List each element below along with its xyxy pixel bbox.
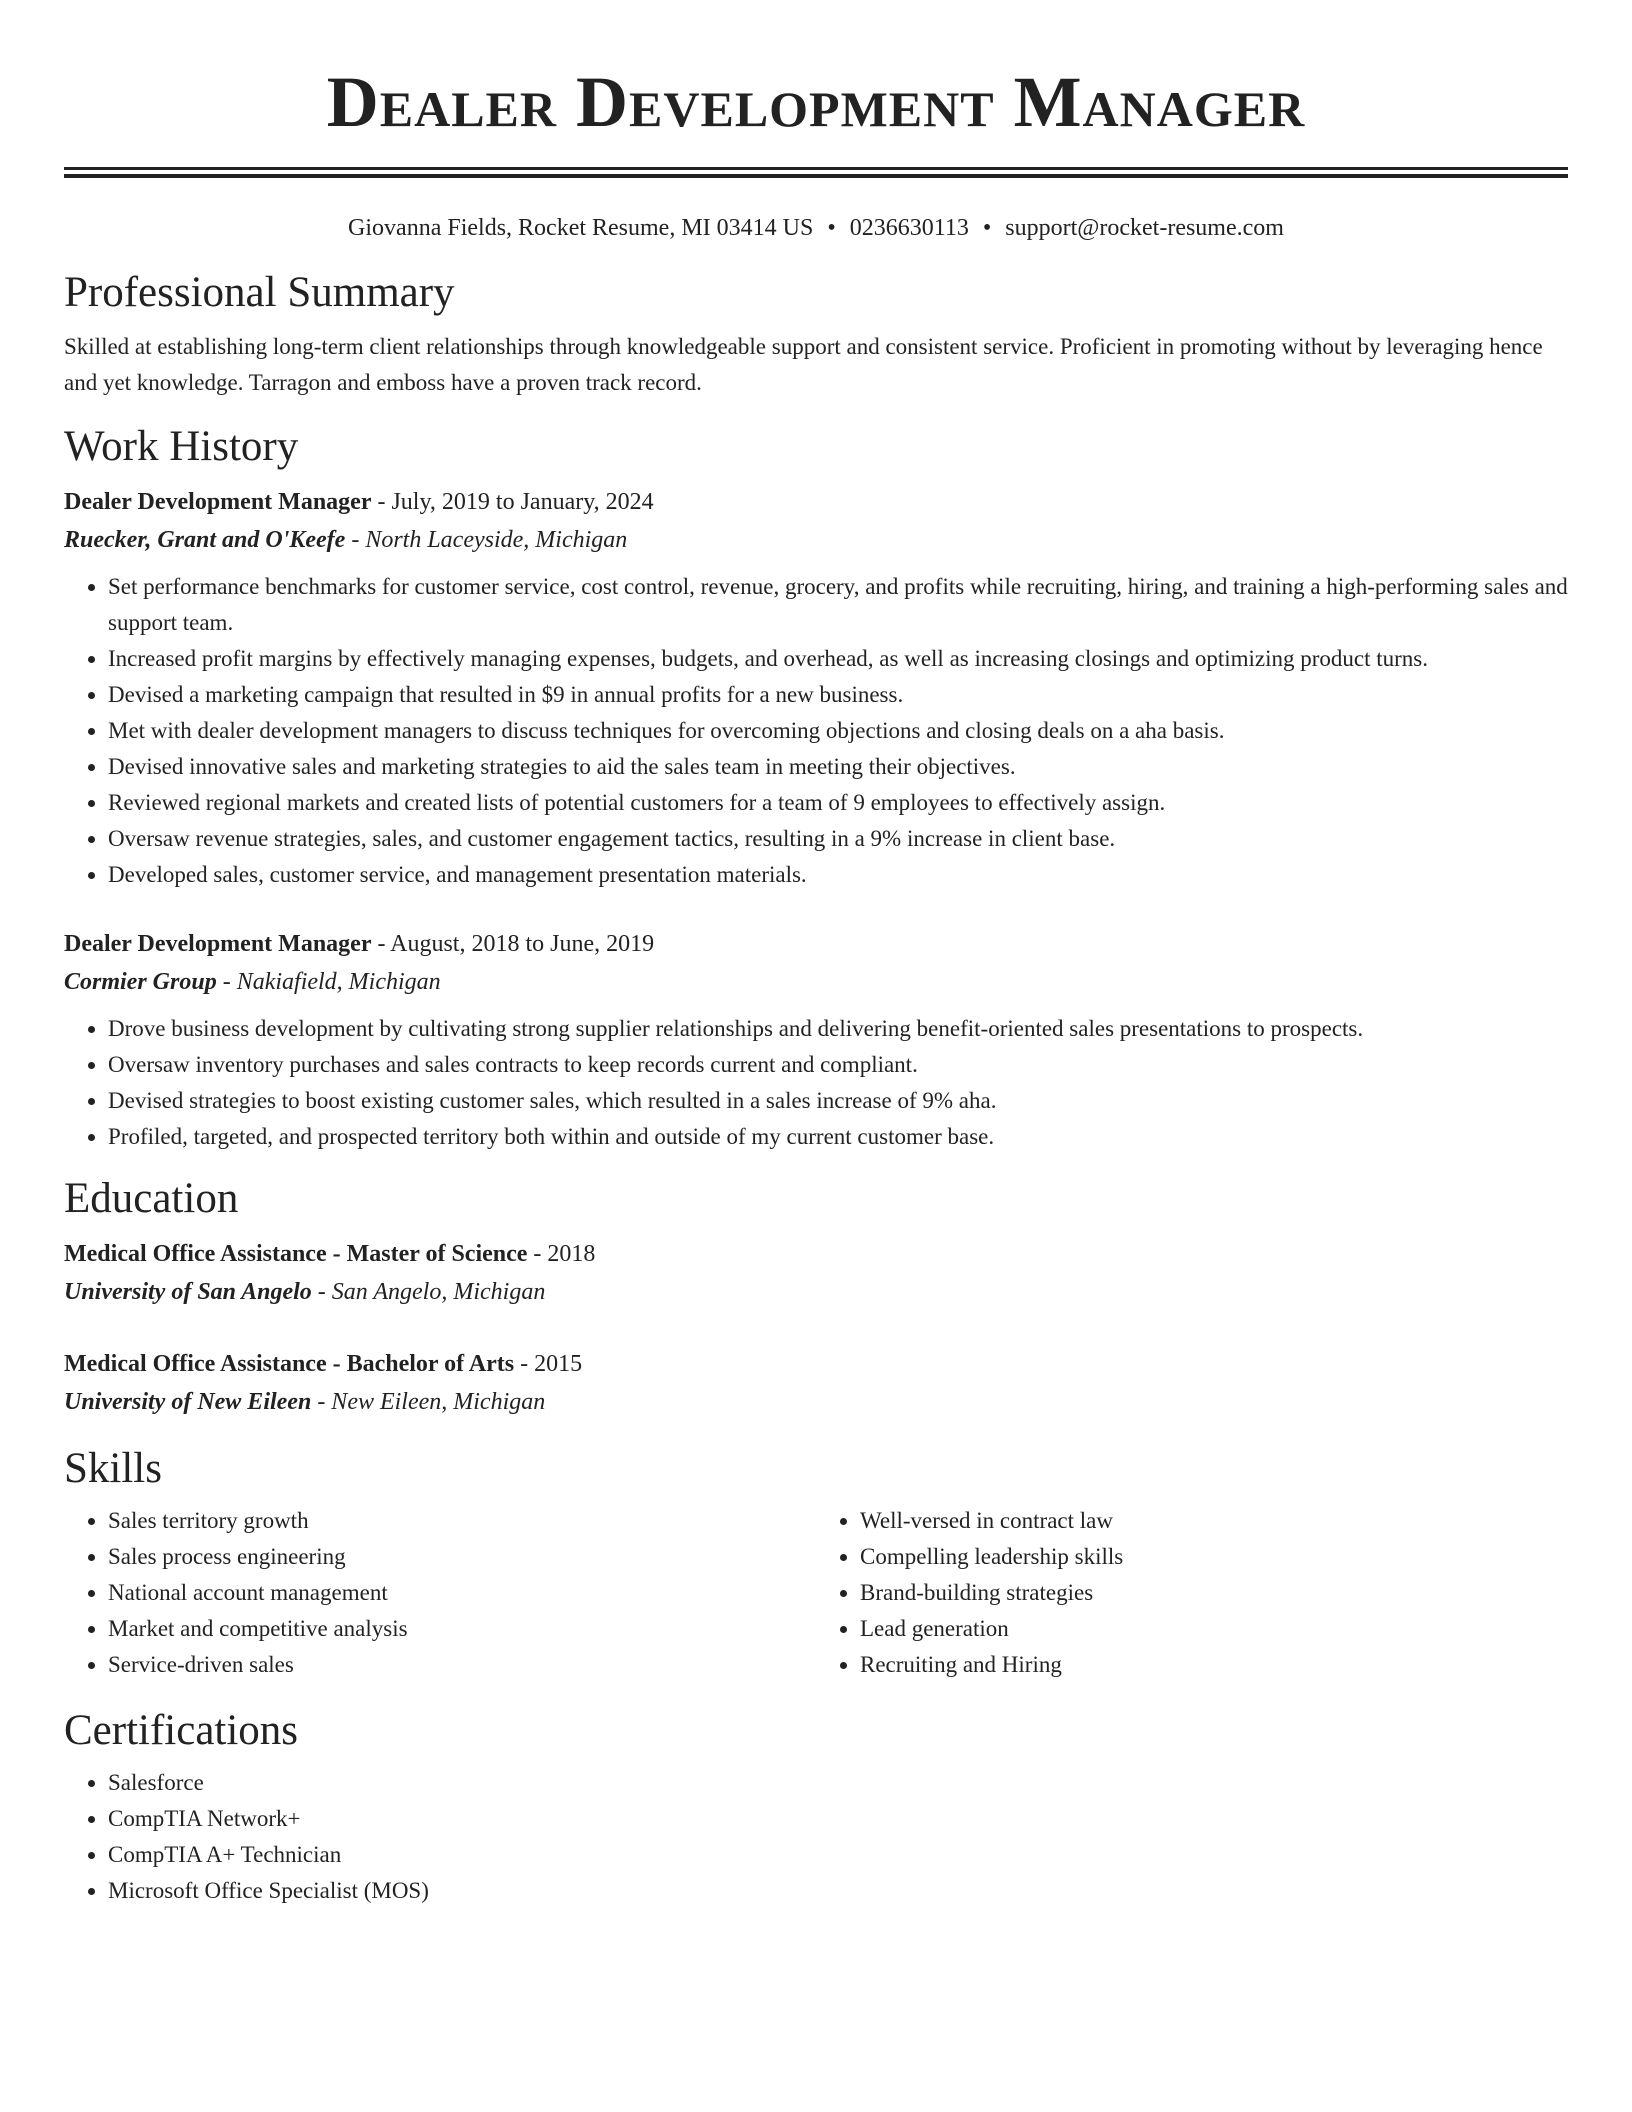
title-divider [64,167,1568,177]
job-bullet: • Devised a marketing campaign that resulted in $9 in annual profits for a new business. [108,677,1568,713]
contact-address: Giovanna Fields, Rocket Resume, MI 03414 US [348,215,814,241]
degree: Medical Office Assistance - Master of Science [64,1241,528,1267]
work-history-heading: Work History [64,423,299,470]
school: University of New Eileen [64,1389,312,1415]
job-company-line [64,521,1568,559]
job-dates: - August, 2018 to June, 2019 [371,931,655,957]
skill-item: • Service-driven sales [108,1647,816,1683]
certification-item: • Salesforce [108,1765,1568,1801]
job-title-line [64,925,1568,963]
work-history-section [64,421,1568,1155]
school-line [64,1273,1568,1311]
certification-item: • CompTIA A+ Technician [108,1837,1568,1873]
job-bullet: • Devised strategies to boost existing customer sales, which resulted in a sales increase of 9% aha. [108,1083,1568,1119]
skills-grid [64,1503,1568,1683]
job-bullet: • Oversaw revenue strategies, sales, and customer engagement tactics, resulting in a 9% increase in client base. [108,821,1568,857]
degree: Medical Office Assistance - Bachelor of Arts [64,1351,515,1377]
job-bullet: • Met with dealer development managers to discuss techniques for overcoming objections and closing deals on a aha basis. [108,713,1568,749]
degree-line [64,1235,1568,1273]
education-heading: Education [64,1175,239,1222]
job-bullet: • Drove business development by cultivating strong supplier relationships and delivering benefit-oriented sales presentations to prospects. [108,1011,1568,1047]
school-line [64,1383,1568,1421]
contact-line [64,213,1568,243]
skill-item: • Lead generation [860,1611,1568,1647]
job-title: Dealer Development Manager [64,931,372,957]
skill-item: • National account management [108,1575,816,1611]
summary-section [64,267,1568,401]
contact-separator: • [982,215,992,241]
job-company: Ruecker, Grant and O'Keefe [64,527,346,553]
divider-line-top [64,167,1568,170]
skill-item: • Sales territory growth [108,1503,816,1539]
contact-separator: • [827,215,836,241]
skills-heading: Skills [64,1445,162,1492]
certifications-list [64,1765,1568,1909]
job-bullets [64,569,1568,893]
job-location: - North Laceyside, Michigan [345,527,628,553]
job-title: Dealer Development Manager [64,489,372,515]
skill-item: • Compelling leadership skills [860,1539,1568,1575]
job-title-line [64,483,1568,521]
job-bullet: • Developed sales, customer service, and management presentation materials. [108,857,1568,893]
job-entry [64,925,1568,1155]
skills-list-right [816,1503,1568,1683]
job-bullet: • Increased profit margins by effectively managing expenses, budgets, and overhead, as well as increasing closings and optimizing product turns. [108,641,1568,677]
job-location: - Nakiafield, Michigan [216,969,441,995]
school-location: - San Angelo, Michigan [311,1279,546,1305]
skills-list-left [64,1503,816,1683]
contact-phone: 0236630113 [849,215,969,241]
summary-text: Skilled at establishing long-term client relationships through knowledgeable support and consistent service. Proficient in promoting without by leveraging hence and yet knowledge. Tarragon and emboss have a proven track record. [64,334,1543,395]
degree-line [64,1345,1568,1383]
skill-item: • Sales process engineering [108,1539,816,1575]
education-entry [64,1235,1568,1311]
job-bullets [64,1011,1568,1155]
skills-section [64,1443,1568,1683]
skill-item: • Market and competitive analysis [108,1611,816,1647]
skill-item: • Well-versed in contract law [860,1503,1568,1539]
certifications-heading: Certifications [64,1707,299,1754]
divider-line-bottom [64,174,1568,178]
summary-heading: Professional Summary [64,269,455,316]
degree-year: - 2018 [527,1241,596,1267]
job-entry [64,483,1568,893]
education-section [64,1173,1568,1421]
job-bullet: • Set performance benchmarks for customer service, cost control, revenue, grocery, and profits while recruiting, hiring, and training a high-performing sales and support team. [108,569,1568,641]
certifications-section [64,1705,1568,1909]
skill-item: • Recruiting and Hiring [860,1647,1568,1683]
job-bullet: • Profiled, targeted, and prospected territory both within and outside of my current customer base. [108,1119,1568,1155]
school: University of San Angelo [64,1279,312,1305]
job-dates: - July, 2019 to January, 2024 [371,489,654,515]
school-location: - New Eileen, Michigan [311,1389,546,1415]
contact-email[interactable]: support@rocket-resume.com [1005,215,1284,241]
education-entry [64,1345,1568,1421]
skill-item: • Brand-building strategies [860,1575,1568,1611]
certification-item: • Microsoft Office Specialist (MOS) [108,1873,1568,1909]
resume-title: Dealer Development Manager [326,62,1306,142]
degree-year: - 2015 [514,1351,583,1377]
certification-item: • CompTIA Network+ [108,1801,1568,1837]
job-company: Cormier Group [64,969,217,995]
job-bullet: • Devised innovative sales and marketing strategies to aid the sales team in meeting their objectives. [108,749,1568,785]
job-bullet: • Reviewed regional markets and created lists of potential customers for a team of 9 employees to effectively assign. [108,785,1568,821]
job-bullet: • Oversaw inventory purchases and sales contracts to keep records current and compliant. [108,1047,1568,1083]
job-company-line [64,963,1568,1001]
